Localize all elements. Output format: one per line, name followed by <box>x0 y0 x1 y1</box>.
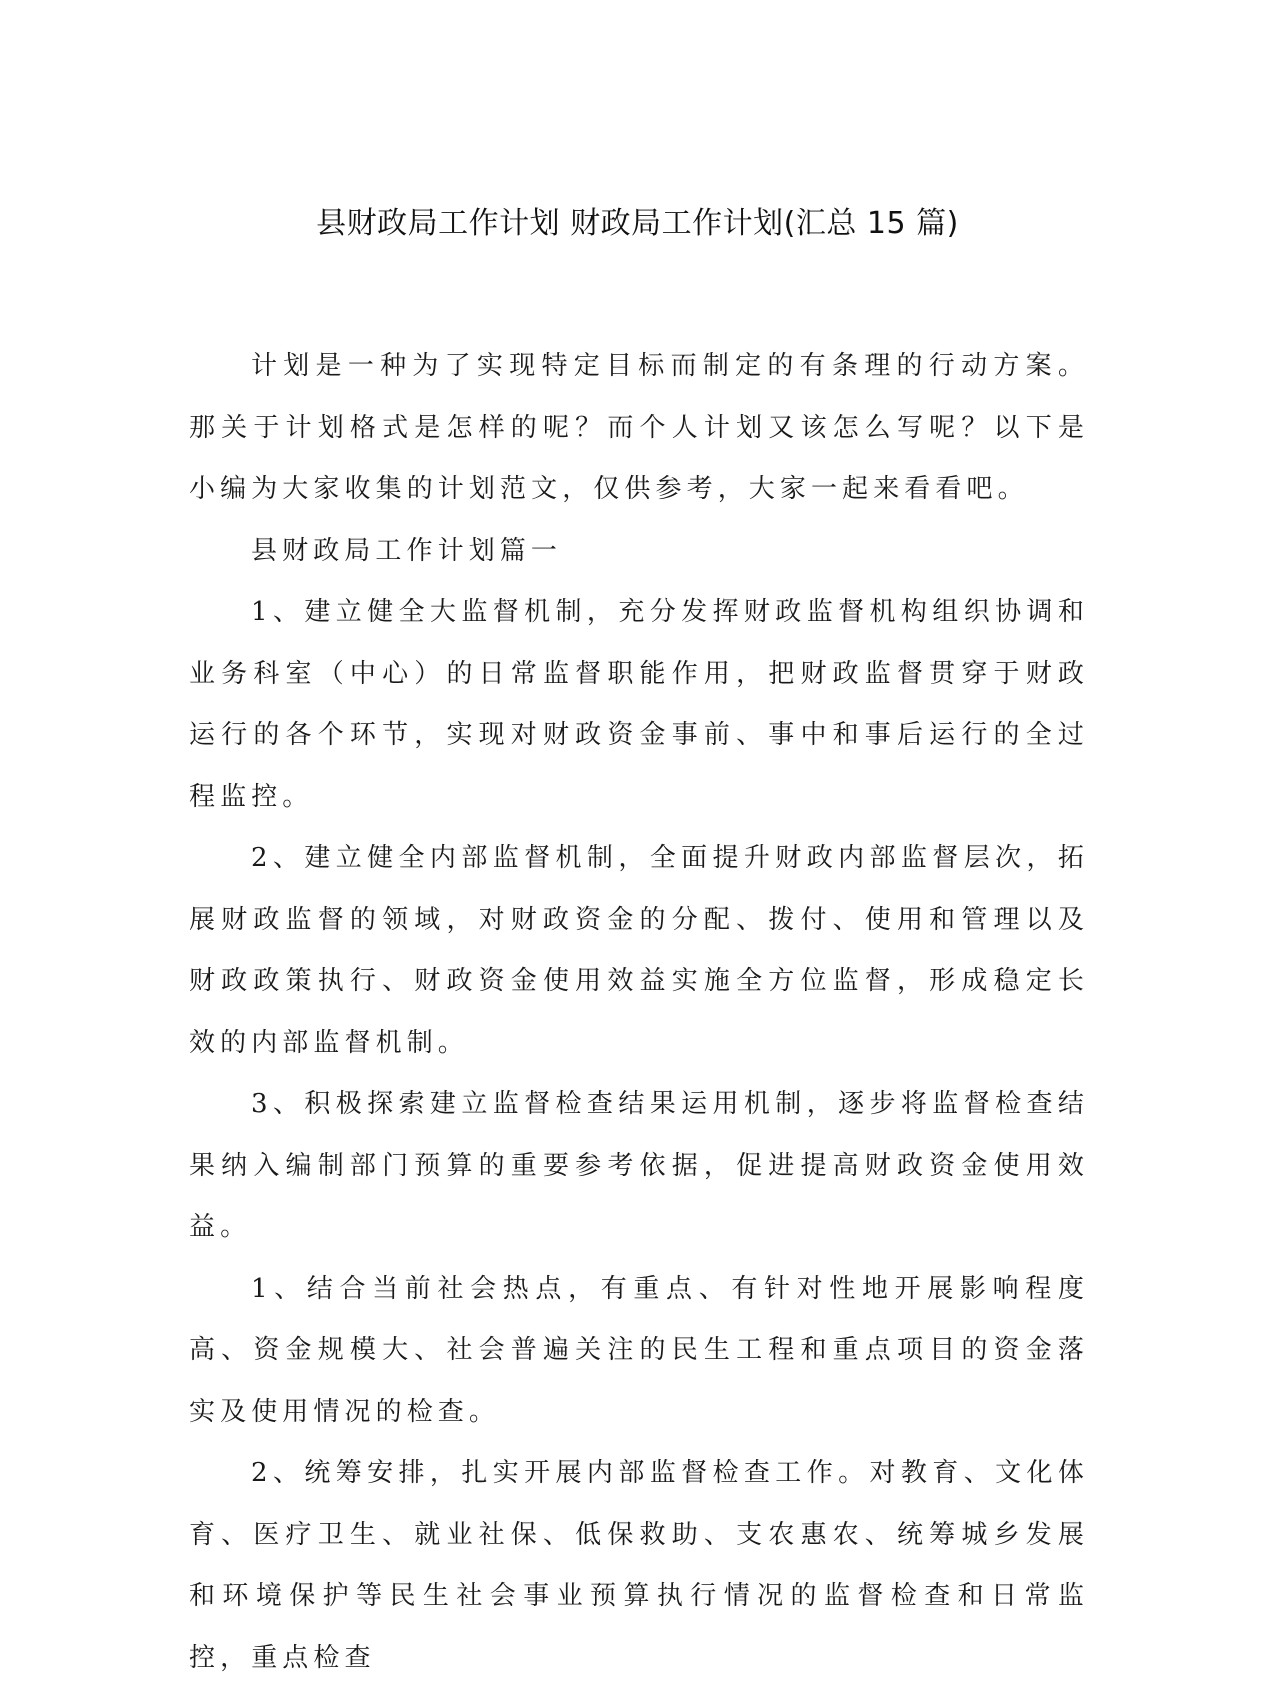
paragraph-item: 3、积极探索建立监督检查结果运用机制，逐步将监督检查结果纳入编制部门预算的重要参考依据，促进提高财政资金使用效益。 <box>189 1089 1089 1242</box>
paragraph-intro: 计划是一种为了实现特定目标而制定的有条理的行动方案。那关于计划格式是怎样的呢？而个人计划又该怎么写呢？以下是小编为大家收集的计划范文，仅供参考，大家一起来看看吧。 <box>189 351 1089 504</box>
paragraph-item: 1、建立健全大监督机制，充分发挥财政监督机构组织协调和业务科室（中心）的日常监督职能作用，把财政监督贯穿于财政运行的各个环节，实现对财政资金事前、事中和事后运行的全过程监控。 <box>189 597 1089 812</box>
document-body <box>189 336 1089 1689</box>
paragraph-item: 1、结合当前社会热点，有重点、有针对性地开展影响程度高、资金规模大、社会普遍关注的民生工程和重点项目的资金落实及使用情况的检查。 <box>189 1273 1089 1427</box>
paragraph-item: 2、建立健全内部监督机制，全面提升财政内部监督层次，拓展财政监督的领域，对财政资金的分配、拨付、使用和管理以及财政政策执行、财政资金使用效益实施全方位监督，形成稳定长效的内部监督机制。 <box>189 843 1089 1058</box>
paragraph-item: 2、统筹安排，扎实开展内部监督检查工作。对教育、文化体育、医疗卫生、就业社保、低保救助、支农惠农、统筹城乡发展和环境保护等民生社会事业预算执行情况的监督检查和日常监控，重点检查 <box>189 1458 1089 1673</box>
section-heading: 县财政局工作计划篇一 <box>251 535 563 566</box>
document-title: 县财政局工作计划 财政局工作计划(汇总 15 篇) <box>316 206 959 241</box>
